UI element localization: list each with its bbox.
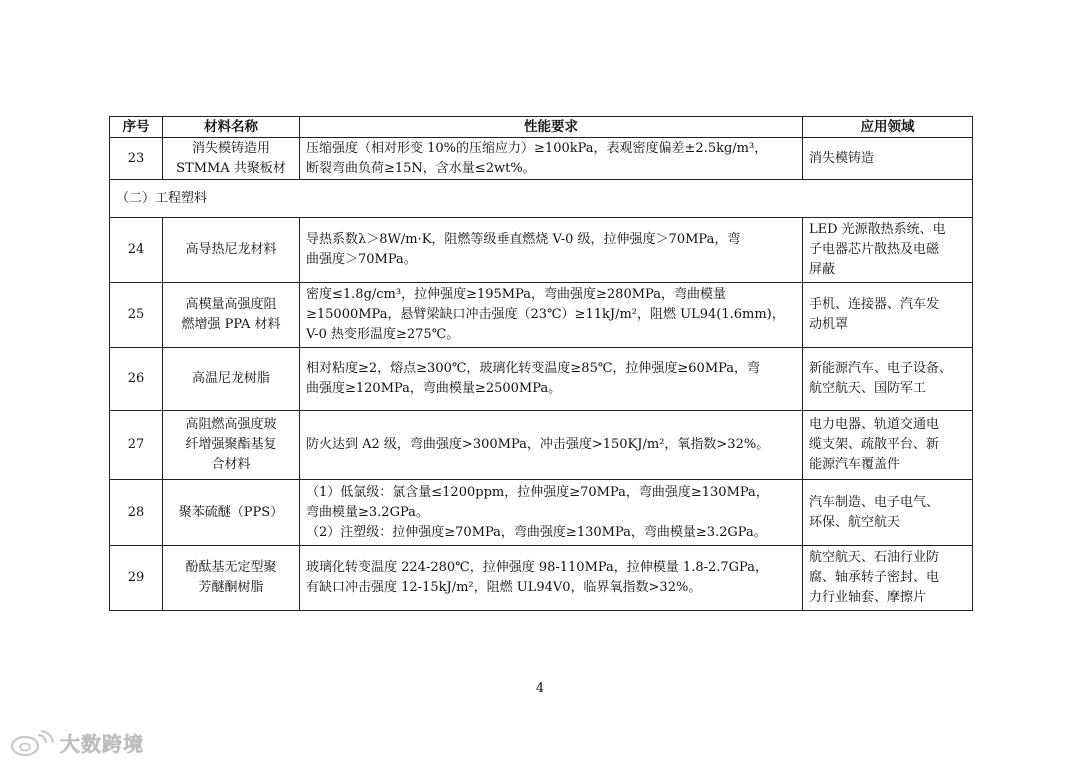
- application-field: 手机、连接器、汽车发 动机罩: [803, 283, 973, 348]
- application-field: 电力电器、轨道交通电 缆支架、疏散平台、新 能源汽车覆盖件: [803, 411, 973, 480]
- application-field: LED 光源散热系统、电 子电器芯片散热及电磁 屏蔽: [803, 218, 973, 283]
- table-header-row: [110, 117, 973, 138]
- section-row: [110, 180, 973, 218]
- material-name: 高阻燃高强度玻 纤增强聚酯基复 合材料: [163, 411, 300, 480]
- material-name: 高温尼龙树脂: [163, 348, 300, 411]
- performance-requirement: 压缩强度（相对形变 10%的压缩应力）≥100kPa，表观密度偏差±2.5kg/m³， 断裂弯曲负荷≥15N，含水量≤2wt%。: [300, 138, 803, 180]
- row-number: 25: [110, 283, 163, 348]
- table-row: [110, 218, 973, 283]
- performance-requirement: 密度≤1.8g/cm³，拉伸强度≥195MPa，弯曲强度≥280MPa，弯曲模量 ≥15000MPa，悬臂梁缺口冲击强度（23℃）≥11kJ/m²，阻燃 UL94(1.6mm)， V-0 热变形温度≥275℃。: [300, 283, 803, 348]
- header-app: 应用领域: [803, 117, 973, 138]
- header-name: 材料名称: [163, 117, 300, 138]
- section-title: （二）工程塑料: [110, 180, 973, 218]
- material-name: 高导热尼龙材料: [163, 218, 300, 283]
- material-name: 高模量高强度阻 燃增强 PPA 材料: [163, 283, 300, 348]
- watermark: [10, 728, 144, 757]
- row-number: 28: [110, 480, 163, 546]
- performance-requirement: 导热系数λ＞8W/m·K，阻燃等级垂直燃烧 V-0 级，拉伸强度＞70MPa，弯 曲强度＞70MPa。: [300, 218, 803, 283]
- row-number: 24: [110, 218, 163, 283]
- application-field: 汽车制造、电子电气、 环保、航空航天: [803, 480, 973, 546]
- performance-requirement: 防火达到 A2 级，弯曲强度>300MPa，冲击强度>150KJ/m²，氧指数>32%。: [300, 411, 803, 480]
- spec-table: [109, 116, 973, 611]
- material-name: 聚苯硫醚（PPS）: [163, 480, 300, 546]
- weibo-logo-icon: [10, 729, 54, 757]
- table-row: [110, 411, 973, 480]
- watermark-text: 大数跨境: [60, 732, 144, 756]
- performance-requirement: 相对粘度≥2，熔点≥300℃，玻璃化转变温度≥85℃，拉伸强度≥60MPa，弯 曲强度≥120MPa，弯曲模量≥2500MPa。: [300, 348, 803, 411]
- table-row: [110, 546, 973, 611]
- material-name: 酚酞基无定型聚 芳醚酮树脂: [163, 546, 300, 611]
- table-row: [110, 283, 973, 348]
- row-number: 26: [110, 348, 163, 411]
- application-field: 航空航天、石油行业防 腐、轴承转子密封、电 力行业轴套、摩擦片: [803, 546, 973, 611]
- application-field: 消失模铸造: [803, 138, 973, 180]
- table-row: [110, 138, 973, 180]
- header-perf: 性能要求: [300, 117, 803, 138]
- page-number: 4: [535, 681, 545, 696]
- material-name: 消失模铸造用 STMMA 共聚板材: [163, 138, 300, 180]
- table-row: [110, 480, 973, 546]
- row-number: 23: [110, 138, 163, 180]
- row-number: 27: [110, 411, 163, 480]
- performance-requirement: （1）低氯级：氯含量≤1200ppm，拉伸强度≥70MPa，弯曲强度≥130MPa， 弯曲模量≥3.2GPa。 （2）注塑级：拉伸强度≥70MPa，弯曲强度≥130MPa，弯曲模量≥3.2GPa。: [300, 480, 803, 546]
- table-row: [110, 348, 973, 411]
- row-number: 29: [110, 546, 163, 611]
- application-field: 新能源汽车、电子设备、 航空航天、国防军工: [803, 348, 973, 411]
- performance-requirement: 玻璃化转变温度 224-280℃，拉伸强度 98-110MPa，拉伸模量 1.8-2.7GPa， 有缺口冲击强度 12-15kJ/m²，阻燃 UL94V0，临界氧指数>32%。: [300, 546, 803, 611]
- header-no: 序号: [110, 117, 163, 138]
